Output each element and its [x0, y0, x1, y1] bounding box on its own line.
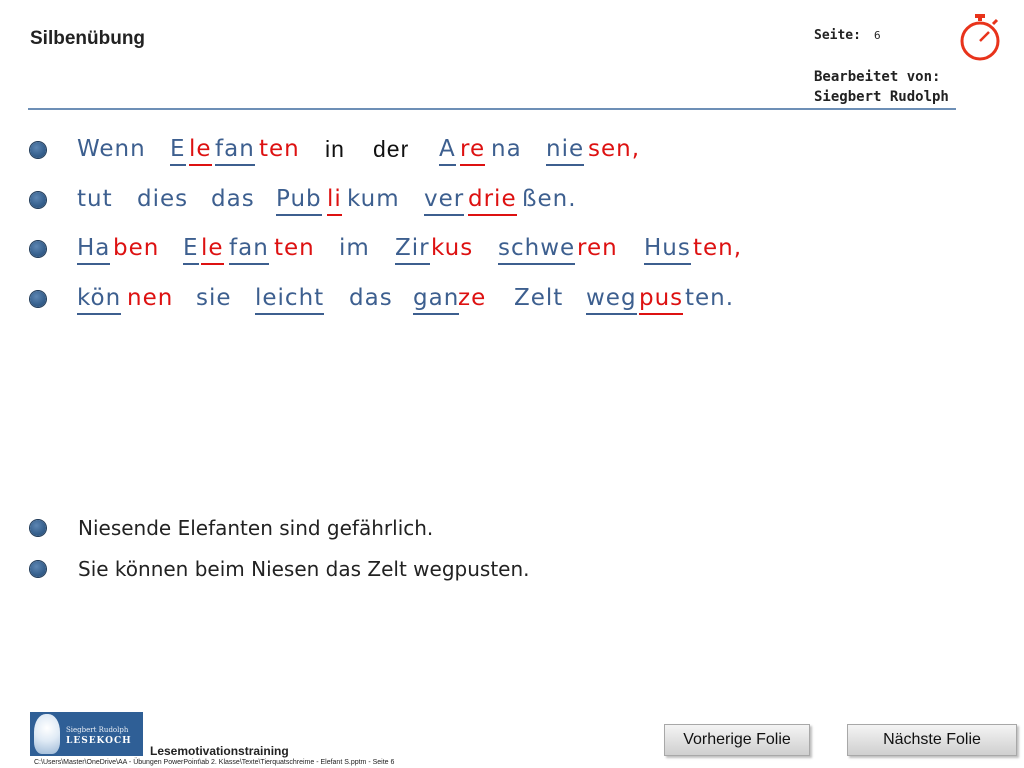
bullet-icon	[30, 241, 46, 257]
logo-brand: LESEKOCH	[66, 736, 132, 746]
syllable: li	[327, 184, 342, 216]
syllable: das	[211, 186, 255, 212]
page-title: Silbenübung	[30, 28, 146, 49]
syllable: nie	[546, 134, 584, 166]
syllable: ze	[458, 285, 487, 311]
editor-info	[814, 67, 949, 107]
stopwatch-icon[interactable]	[958, 12, 1002, 62]
syllable: ver	[424, 184, 464, 216]
bullet-icon	[30, 142, 46, 158]
bullet-icon	[30, 520, 46, 536]
editor-name: Siegbert Rudolph	[814, 89, 949, 105]
syllable: weg	[586, 283, 637, 315]
syllable: in	[325, 136, 345, 162]
syllable: nen	[127, 285, 174, 311]
syllable: der	[373, 136, 410, 162]
syllable: le	[201, 233, 224, 265]
bullet-icon	[30, 192, 46, 208]
syllable: Ha	[77, 233, 110, 265]
syllable: gan	[413, 283, 459, 315]
file-path: C:\Users\Master\OneDrive\AA - Übungen PowerPoint\ab 2. Klasse\Texte\Tierquatschreime - Elefant S.pptm - Seite 6	[34, 759, 395, 766]
syllable: sie	[196, 285, 232, 311]
syllable: E	[183, 233, 199, 265]
syllable: das	[349, 285, 393, 311]
logo-author: Siegbert Rudolph	[66, 726, 129, 734]
syllable: dies	[137, 186, 189, 212]
bullet-icon	[30, 291, 46, 307]
syllable: ren	[577, 235, 618, 261]
lightbulb-icon	[34, 714, 60, 754]
syllable: fan	[215, 134, 255, 166]
lesekoch-logo	[30, 712, 143, 756]
syllable: leicht	[255, 283, 324, 315]
syllable: ten,	[693, 235, 743, 261]
page-label: Seite:	[814, 28, 861, 43]
syllable: kön	[77, 283, 121, 315]
next-slide-button[interactable]: Nächste Folie	[847, 724, 1017, 756]
previous-slide-button[interactable]: Vorherige Folie	[664, 724, 810, 756]
sentence-1: Niesende Elefanten sind gefährlich.	[78, 516, 434, 540]
syllable: ßen.	[522, 186, 577, 212]
syllable: Wenn	[77, 136, 146, 162]
sentence-2: Sie können beim Niesen das Zelt wegpusten.	[78, 557, 530, 581]
syllable: im	[339, 235, 370, 261]
syllable: le	[189, 134, 212, 166]
syllable: E	[170, 134, 186, 166]
page-number: 6	[874, 29, 881, 42]
syllable: pus	[639, 283, 683, 315]
syllable: tut	[77, 186, 113, 212]
syllable: Zelt	[514, 285, 564, 311]
bullet-icon	[30, 561, 46, 577]
header-divider	[28, 108, 956, 110]
syllable: sen,	[588, 136, 641, 162]
syllable: na	[491, 136, 522, 162]
syllable: kum	[347, 186, 400, 212]
syllable: kus	[431, 235, 474, 261]
editor-label: Bearbeitet von:	[814, 69, 941, 85]
syllable: Hus	[644, 233, 691, 265]
syllable: schwe	[498, 233, 575, 265]
syllable: ten	[274, 235, 315, 261]
syllable: A	[439, 134, 456, 166]
syllable: re	[460, 134, 485, 166]
syllable: fan	[229, 233, 269, 265]
footer-title: Lesemotivationstraining	[150, 744, 289, 758]
syllable: ben	[113, 235, 160, 261]
syllable: ten.	[685, 285, 735, 311]
syllable: drie	[468, 184, 517, 216]
syllable: Zir	[395, 233, 430, 265]
syllable: ten	[259, 136, 300, 162]
syllable: Pub	[276, 184, 322, 216]
